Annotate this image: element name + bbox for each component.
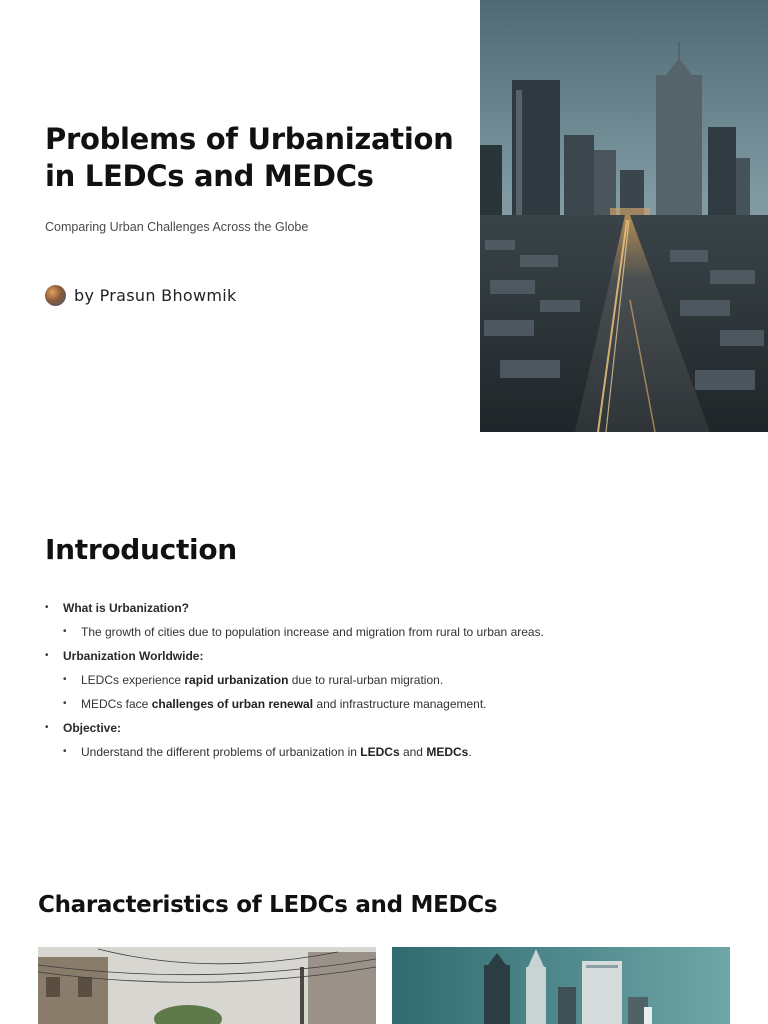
bullet-icon: • (45, 650, 49, 661)
list-item: • MEDCs face challenges of urban renewal and infrastructure management. (45, 694, 725, 718)
list-item: • Urbanization Worldwide: (45, 646, 725, 670)
introduction-bullet-list (45, 598, 725, 766)
bullet-icon: • (63, 746, 67, 757)
page-title: Problems of Urbanization in LEDCs and MEDCs (45, 122, 454, 193)
list-item: • The growth of cities due to population increase and migration from rural to urban areas. (45, 622, 725, 646)
list-item: • Objective: (45, 718, 725, 742)
author-name: by Prasun Bhowmik (74, 286, 237, 305)
hero-city-image (480, 0, 768, 432)
list-item: • Understand the different problems of urbanization in LEDCs and MEDCs. (45, 742, 725, 766)
medc-skyline-image (392, 947, 730, 1024)
page-subtitle: Comparing Urban Challenges Across the Globe (45, 220, 309, 234)
list-item: • What is Urbanization? (45, 598, 725, 622)
bullet-icon: • (45, 722, 49, 733)
list-item: • LEDCs experience rapid urbanization due to rural-urban migration. (45, 670, 725, 694)
ledc-street-image (38, 947, 376, 1024)
bullet-icon: • (63, 674, 67, 685)
introduction-heading: Introduction (45, 533, 237, 566)
bullet-icon: • (63, 626, 67, 637)
author-byline (45, 285, 237, 306)
bullet-icon: • (63, 698, 67, 709)
author-avatar (45, 285, 66, 306)
bullet-icon: • (45, 602, 49, 613)
characteristics-heading: Characteristics of LEDCs and MEDCs (38, 892, 498, 918)
